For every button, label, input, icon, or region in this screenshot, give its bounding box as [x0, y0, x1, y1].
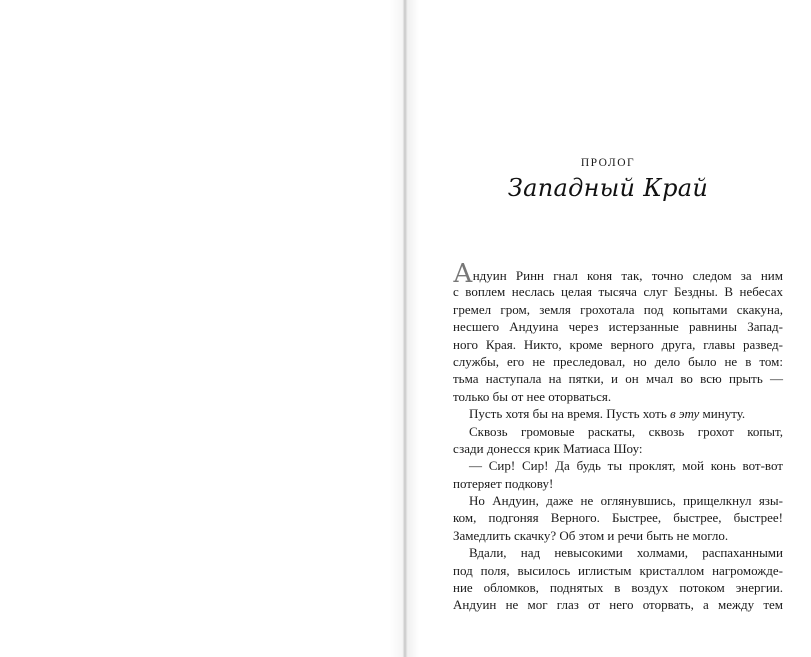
right-page — [405, 0, 811, 657]
drop-cap: А — [453, 259, 473, 289]
text-line: с воплем неслась целая тысяча слуг Бездны. В небесах — [453, 284, 783, 300]
text-line: несшего Андуина через истерзанные равнины Запад- — [453, 319, 783, 335]
book-gutter-shadow — [389, 0, 419, 657]
text-line: Но Андуин, даже не оглянувшись, прищелкнул язы- — [469, 493, 783, 509]
text-line: сзади донесся крик Матиаса Шоу: — [453, 440, 643, 456]
text-line: Андуин Ринн гнал коня так, точно следом за ним — [453, 259, 783, 289]
text-line: потеряет подкову! — [453, 475, 554, 491]
text-line: Замедлить скачку? Об этом и речи быть не могло. — [453, 527, 729, 543]
text-line: ние обломков, поднятых в воздух потоком энергии. — [453, 580, 783, 596]
chapter-title: Западный Край — [507, 174, 709, 202]
text-line: ком, подгоняя Верного. Быстрее, быстрее, быстрее! — [453, 510, 783, 526]
chapter-label: ПРОЛОГ — [580, 157, 636, 169]
text-line: Вдали, над невысокими холмами, распаханными — [469, 545, 783, 561]
text-line: гремел гром, земля грохотала под копытами скакуна, — [453, 301, 783, 317]
text-line: Сквозь громовые раскаты, сквозь грохот копыт, — [469, 423, 783, 439]
emphasis-text: в эту — [670, 406, 700, 422]
text-line: под поля, высилось иглистым кристаллом нагроможде- — [453, 562, 783, 578]
text-line: Пусть хотя бы на время. Пусть хоть в эту минуту. — [469, 406, 746, 422]
left-page-blank — [0, 0, 405, 657]
text-line: ного Края. Никто, кроме верного друга, главы развед- — [453, 336, 783, 352]
text-line: — Сир! Сир! Да будь ты проклят, мой конь вот-вот — [469, 458, 783, 474]
text-line: только бы от нее оторваться. — [453, 388, 612, 404]
text-line: службы, его не преследовал, но дело было не в том: — [453, 353, 783, 369]
text-line: Андуин не мог глаз от него оторвать, а между тем — [453, 597, 783, 613]
body-text — [453, 259, 783, 614]
text-line: тьма наступала на пятки, и он мчал во всю прыть — — [453, 371, 783, 387]
